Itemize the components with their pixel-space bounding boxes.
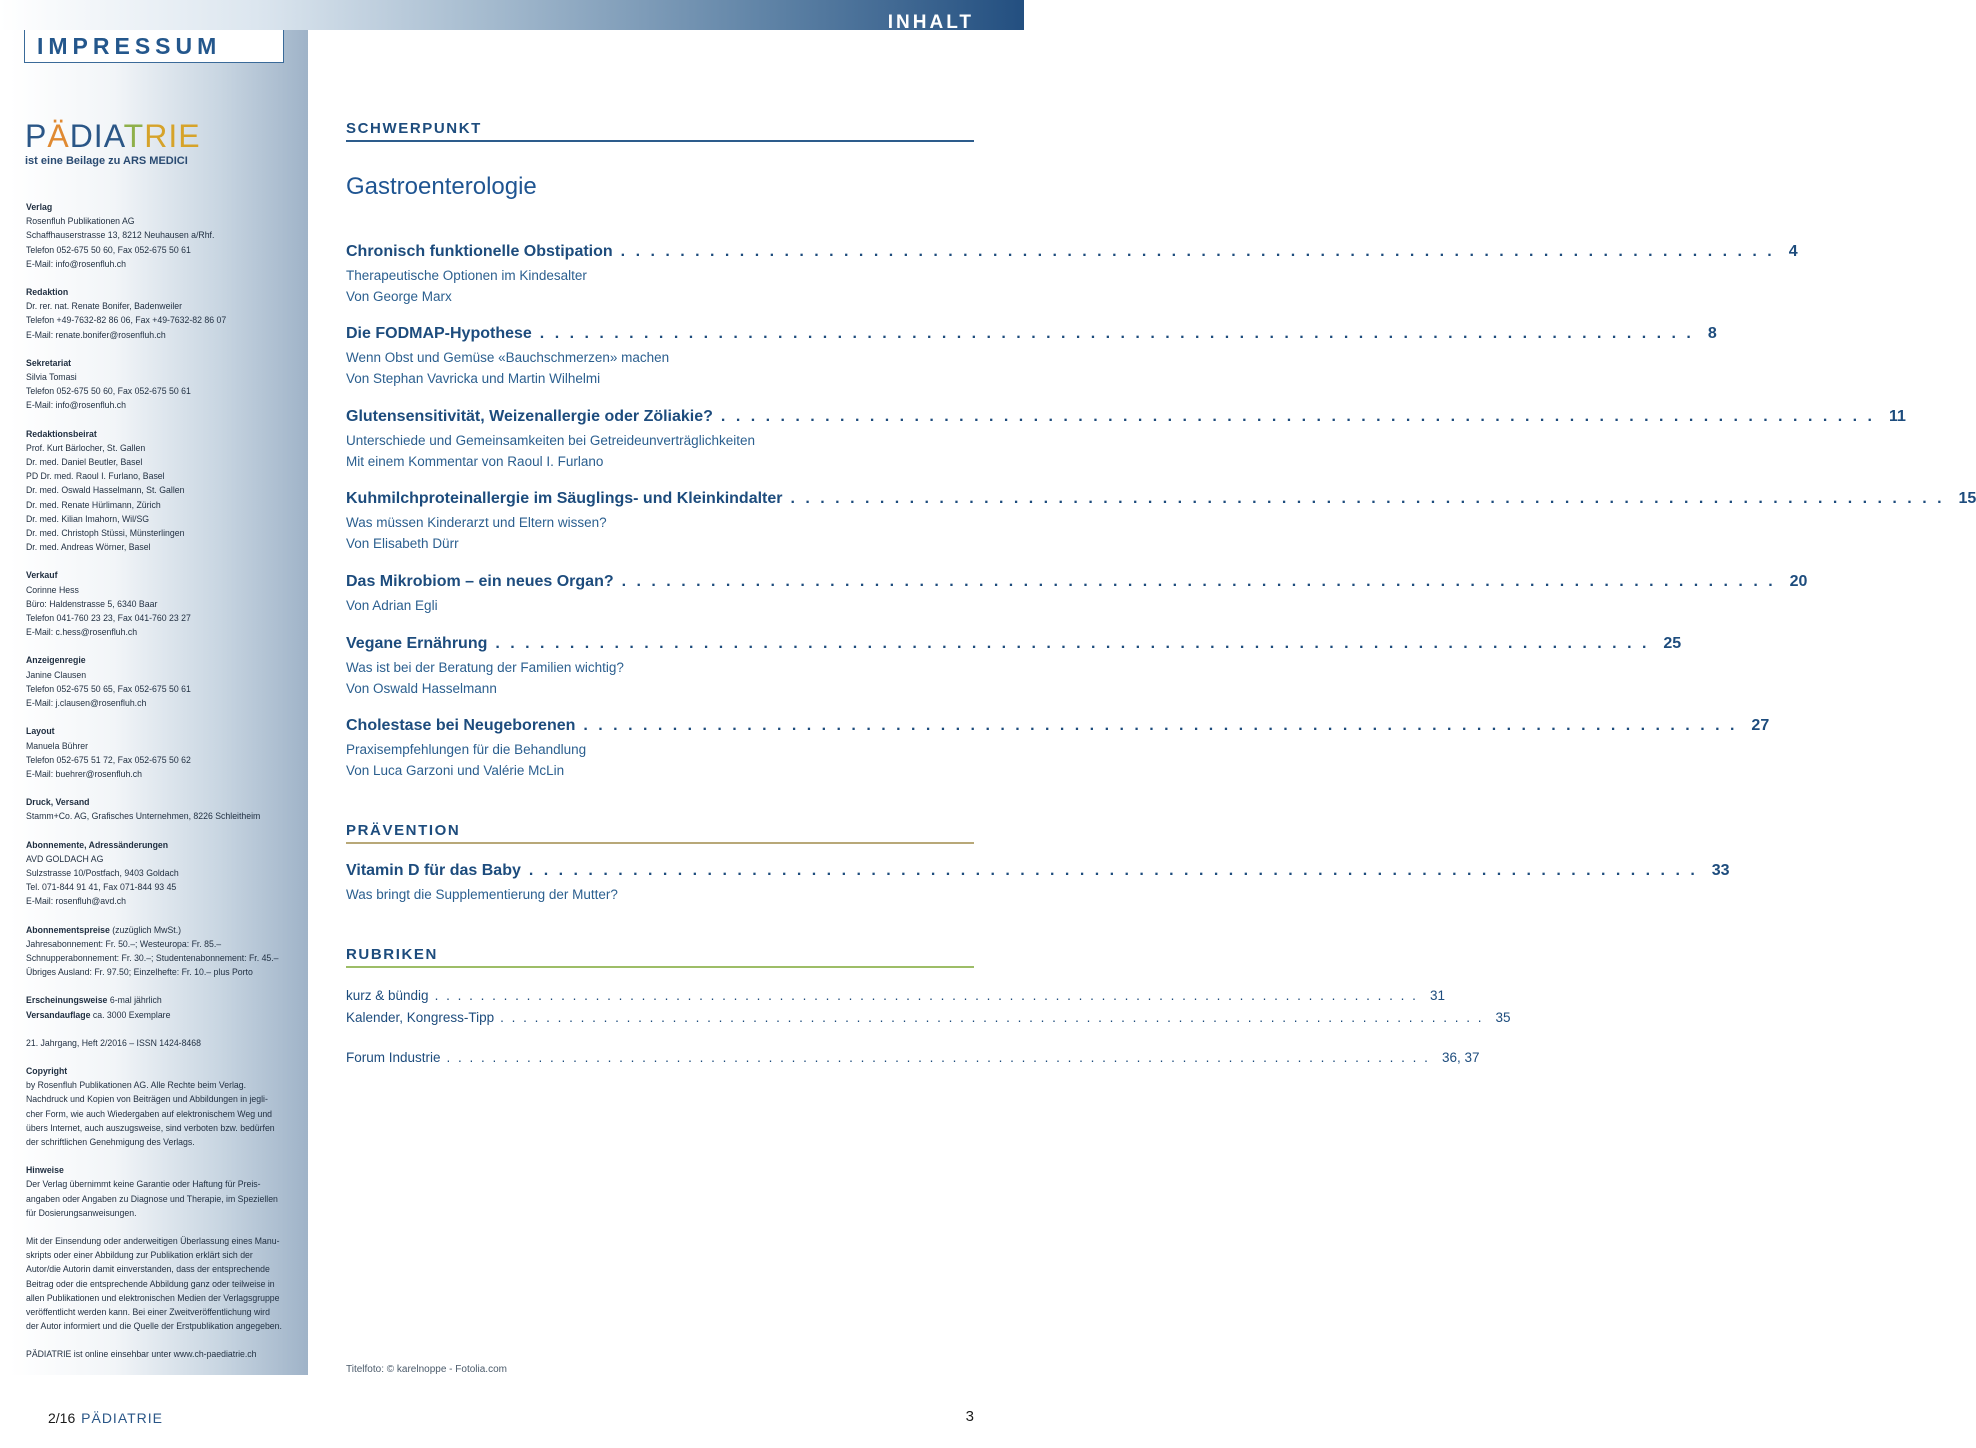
impressum-section [26,285,286,342]
dot-leader: . . . . . . . . . . . . . . . . . . . . . . . . . . . . . . . . . . . . . . . . . . . . . . . . . . . . . . . . . . . . . . . . . . . . . . . . . . . . . . [583,717,1738,734]
impressum-section-line: Stamm+Co. AG, Grafisches Unternehmen, 8226 Schleitheim [26,810,261,822]
footer-issue-number: 2/16 [48,1410,76,1426]
toc-entry-title: Vitamin D für das Baby [346,862,521,879]
toc-entry[interactable] [346,408,1906,472]
toc-entry-page: 15 [1958,490,1976,507]
rubrik-item[interactable] [346,1050,1480,1065]
topic-title: Gastroenterologie [346,173,537,200]
prices-line: Schnupperabonnement: Fr. 30.–; Studentenabonnement: Fr. 45.– [26,951,279,963]
cover-photo-credit: Titelfoto: © karelnoppe - Fotolia.com [346,1364,507,1375]
hinweise-heading: Hinweise [26,1164,64,1176]
logo-wordmark [25,118,201,155]
impressum-section-heading: Verlag [26,201,53,212]
impressum-section-line: Janine Clausen [26,668,87,680]
toc-entry-title: Cholestase bei Neugeborenen [346,717,576,734]
dot-leader: . . . . . . . . . . . . . . . . . . . . . . . . . . . . . . . . . . . . . . . . . . . . . . . . . . . . . . . . . . . . . . . . . . . . . . . . . . . . . . [790,490,1945,507]
logo-part: Ä [47,118,70,154]
copyright-line: Nachdruck und Kopien von Beiträgen und Abbildungen in jegli- [26,1093,268,1105]
toc-entry[interactable] [346,243,1798,307]
impressum-issue [26,1036,286,1050]
impressum-section-heading: Layout [26,725,55,737]
toc-entry-page: 27 [1751,717,1770,734]
impressum-section-line: Rosenfluh Publikationen AG [26,215,135,227]
impressum-section [26,356,286,413]
einsendung-line: der Autor informiert und die Quelle der Erstpublikation angegeben. [26,1320,282,1332]
einsendung-line: Autor/die Autorin damit einverstanden, dass der entsprechende [26,1263,270,1275]
toc-entry-subtitle [346,739,960,781]
dot-leader: . . . . . . . . . . . . . . . . . . . . . . . . . . . . . . . . . . . . . . . . . . . . . . . . . . . . . . . . . . . . . . . . . . . . . . . . . . . . . . [621,573,1776,590]
impressum-section-line: Dr. med. Renate Hürlimann, Zürich [26,498,161,510]
toc-entry[interactable] [346,490,1976,554]
impressum-section-line: Telefon +49-7632-82 86 06, Fax +49-7632-82 86 07 [26,314,227,326]
impressum-section-heading: Druck, Versand [26,796,90,808]
dot-leader: . . . . . . . . . . . . . . . . . . . . . . . . . . . . . . . . . . . . . . . . . . . . . . . . . . . . . . . . . . . . . . . . . . . . . . . . . . . . . . . . . . . . . . [500,1010,1484,1025]
top-banner [0,0,1024,30]
toc-entry-title-line [346,408,1906,426]
toc-entry-page: 11 [1888,408,1906,425]
footer-issue [48,1410,163,1426]
logo-part: T [123,118,145,154]
prices-heading-suffix: (zuzüglich MwSt.) [109,923,182,935]
rubrik-page: 35 [1495,1010,1511,1025]
dot-leader: . . . . . . . . . . . . . . . . . . . . . . . . . . . . . . . . . . . . . . . . . . . . . . . . . . . . . . . . . . . . . . . . . . . . . . . . . . . . . . [620,243,1775,260]
impressum-section-heading: Verkauf [26,569,58,581]
toc-entry-subtitle-line: Praxisempfehlungen für die Behandlung [346,742,587,757]
circulation-value: ca. 3000 Exemplare [90,1008,171,1020]
prices-line: Jahresabonnement: Fr. 50.–; Westeuropa: Fr. 85.– [26,937,222,949]
toc-entry-subtitle-line: Von Elisabeth Dürr [346,536,459,551]
dot-leader: . . . . . . . . . . . . . . . . . . . . . . . . . . . . . . . . . . . . . . . . . . . . . . . . . . . . . . . . . . . . . . . . . . . . . . . . . . . . . . . [528,862,1698,879]
toc-entry-subtitle-line: Unterschiede und Gemeinsamkeiten bei Getreideunverträglichkeiten [346,433,755,448]
impressum-section-heading: Redaktion [26,286,69,298]
impressum-section [26,724,286,781]
impressum-section-line: Dr. med. Oswald Hasselmann, St. Gallen [26,484,185,496]
prices-heading: Abonnementspreise [26,923,110,935]
toc-entry-subtitle-line: Mit einem Kommentar von Raoul I. Furlano [346,454,604,469]
toc-entry-subtitle [346,347,960,389]
toc-entry-title: Die FODMAP-Hypothese [346,325,532,342]
dot-leader: . . . . . . . . . . . . . . . . . . . . . . . . . . . . . . . . . . . . . . . . . . . . . . . . . . . . . . . . . . . . . . . . . . . . . . . . . . . . . . . . . . . . . . [434,988,1418,1003]
hinweise-line: Der Verlag übernimmt keine Garantie oder Haftung für Preis- [26,1178,261,1190]
hinweise-line: für Dosierungsanweisungen. [26,1206,137,1218]
toc-entry-subtitle-line: Wenn Obst und Gemüse «Bauchschmerzen» machen [346,350,670,365]
copyright-line: der schriftlichen Genehmigung des Verlags. [26,1135,195,1147]
toc-entry-subtitle-line: Von Stephan Vavricka und Martin Wilhelmi [346,371,601,386]
toc-entry-title-line [346,635,1682,653]
frequency-line [26,993,286,1007]
impressum-section-line: Telefon 052-675 50 60, Fax 052-675 50 61 [26,243,191,255]
toc-entry[interactable] [346,635,1682,699]
dot-leader: . . . . . . . . . . . . . . . . . . . . . . . . . . . . . . . . . . . . . . . . . . . . . . . . . . . . . . . . . . . . . . . . . . . . . . . . . . . . . . [539,325,1694,342]
rubrik-page: 36, 37 [1441,1050,1480,1065]
impressum-section [26,200,286,271]
rubrik-item[interactable] [346,988,1445,1003]
toc-entry-page: 8 [1707,325,1717,342]
section-heading-schwerpunkt: SCHWERPUNKT [346,120,974,142]
impressum-section-line: Dr. med. Daniel Beutler, Basel [26,456,143,468]
toc-entry-subtitle [346,265,960,307]
impressum-section-line: E-Mail: renate.bonifer@rosenfluh.ch [26,328,166,340]
impressum-title: IMPRESSUM [24,30,284,63]
circulation-label: Versandauflage [26,1008,91,1020]
page-number: 3 [965,1408,974,1425]
impressum-section-heading: Anzeigenregie [26,654,86,666]
einsendung-line: Mit der Einsendung oder anderweitigen Überlassung eines Manu- [26,1234,280,1246]
einsendung-line: Beitrag oder die entsprechende Abbildung ganz oder teilweise in [26,1277,275,1289]
impressum-section [26,838,286,909]
toc-entry-subtitle [346,595,960,616]
toc-entry-title-line [346,862,1730,880]
dot-leader: . . . . . . . . . . . . . . . . . . . . . . . . . . . . . . . . . . . . . . . . . . . . . . . . . . . . . . . . . . . . . . . . . . . . . . . . . . . . . . [720,408,1875,425]
toc-entry-subtitle-line: Von George Marx [346,289,452,304]
toc-entry-title: Das Mikrobiom – ein neues Organ? [346,573,614,590]
toc-entry-subtitle-line: Was müssen Kinderarzt und Eltern wissen? [346,515,607,530]
prices-line: Übriges Ausland: Fr. 97.50; Einzelhefte: Fr. 10.– plus Porto [26,966,253,978]
issue-line: 21. Jahrgang, Heft 2/2016 – ISSN 1424-8468 [26,1036,201,1048]
logo-part: P [25,118,48,154]
toc-entry-page: 4 [1788,243,1798,260]
impressum-section-heading: Sekretariat [26,356,72,368]
toc-entry-subtitle-line: Von Adrian Egli [346,598,438,613]
hinweise-line: angaben oder Angaben zu Diagnose und Therapie, im Speziellen [26,1192,278,1204]
copyright-line: by Rosenfluh Publikationen AG. Alle Rechte beim Verlag. [26,1079,247,1091]
impressum-section-line: Prof. Kurt Bärlocher, St. Gallen [26,441,146,453]
toc-entry-subtitle-line: Von Luca Garzoni und Valérie McLin [346,763,565,778]
impressum-section-line: E-Mail: j.clausen@rosenfluh.ch [26,697,147,709]
impressum-frequency [26,993,286,1021]
impressum-section-line: E-Mail: buehrer@rosenfluh.ch [26,767,142,779]
impressum-section-line: Silvia Tomasi [26,371,77,383]
frequency-label: Erscheinungsweise [26,994,108,1006]
dot-leader: . . . . . . . . . . . . . . . . . . . . . . . . . . . . . . . . . . . . . . . . . . . . . . . . . . . . . . . . . . . . . . . . . . . . . . . . . . . . . . [495,635,1650,652]
section-heading-praevention: PRÄVENTION [346,822,974,844]
impressum-hinweise [26,1163,286,1220]
toc-entry-subtitle-line: Von Oswald Hasselmann [346,681,497,696]
logo-part: RIE [144,118,201,154]
frequency-value: 6-mal jährlich [107,994,162,1006]
toc-entry-title: Chronisch funktionelle Obstipation [346,243,613,260]
impressum-section-line: Telefon 041-760 23 23, Fax 041-760 23 27 [26,612,191,624]
impressum-copyright [26,1064,286,1149]
toc-entry-page: 33 [1711,862,1730,879]
toc-entry-subtitle [346,657,960,699]
toc-entry[interactable] [346,325,1717,389]
impressum-section [26,795,286,823]
logo-subtitle: ist eine Beilage zu ARS MEDICI [25,155,188,167]
impressum-section-line: E-Mail: c.hess@rosenfluh.ch [26,626,138,638]
copyright-line: cher Form, wie auch Wiedergaben auf elektronischem Weg und [26,1107,273,1119]
toc-entry-page: 20 [1789,573,1808,590]
rubrik-item[interactable] [346,1010,1511,1025]
toc-entry-title: Kuhmilchproteinallergie im Säuglings- und Kleinkindalter [346,490,783,507]
footer-brand: PÄDIATRIE [81,1410,164,1426]
impressum-online [26,1347,286,1361]
toc-entry-subtitle [346,430,960,472]
einsendung-line: veröffentlicht werden kann. Bei einer Zweitveröffentlichung wird [26,1306,270,1317]
toc-entry-subtitle: Was bringt die Supplementierung der Mutter? [346,887,618,902]
toc-entry-title-line [346,573,1808,591]
impressum-section-line: Schaffhauserstrasse 13, 8212 Neuhausen a/Rhf. [26,229,215,241]
impressum-section-line: Telefon 052-675 50 65, Fax 052-675 50 61 [26,682,191,694]
impressum-body [26,200,286,1376]
impressum-section [26,427,286,555]
impressum-section-line: Corinne Hess [26,583,79,595]
impressum-section-line: AVD GOLDACH AG [26,852,104,864]
einsendung-line: allen Publikationen und elektronischen Medien der Verlagsgruppe [26,1291,280,1303]
rubrik-page: 31 [1429,988,1445,1003]
toc-entry-title-line [346,717,1770,735]
toc-entry-subtitle-line: Therapeutische Optionen im Kindesalter [346,268,587,283]
toc-entry-title: Glutensensitivität, Weizenallergie oder Zöliakie? [346,408,713,425]
toc-entry-title: Vegane Ernährung [346,635,488,652]
impressum-section-heading: Redaktionsbeirat [26,427,97,439]
impressum-section-line: Tel. 071-844 91 41, Fax 071-844 93 45 [26,881,177,893]
impressum-einsendung [26,1234,286,1333]
prices-heading-line [26,923,286,937]
impressum-section-heading: Abonnemente, Adressänderungen [26,838,169,850]
toc-entry-subtitle-line: Was ist bei der Beratung der Familien wichtig? [346,660,624,675]
section-heading-rubriken: RUBRIKEN [346,946,974,968]
impressum-section-line: Manuela Bührer [26,739,89,751]
toc-entry[interactable] [346,717,1770,781]
toc-entry-title-line [346,325,1717,343]
rubrik-title: Kalender, Kongress-Tipp [346,1010,495,1025]
toc-entry-page: 25 [1663,635,1682,652]
impressum-section-line: Dr. med. Andreas Wörner, Basel [26,541,151,553]
impressum-section-line: E-Mail: info@rosenfluh.ch [26,399,126,411]
copyright-line: übers Internet, auch auszugsweise, sind verboten bzw. bedürfen [26,1121,275,1133]
impressum-section-line: Telefon 052-675 51 72, Fax 052-675 50 62 [26,753,191,765]
copyright-heading: Copyright [26,1064,68,1076]
toc-entry-subtitle [346,512,960,554]
impressum-section [26,568,286,639]
logo-part: DIA [69,118,124,154]
online-line: PÄDIATRIE ist online einsehbar unter www.ch-paediatrie.ch [26,1348,257,1360]
impressum-section-line: E-Mail: rosenfluh@avd.ch [26,895,126,907]
impressum-prices [26,923,286,980]
rubrik-title: kurz & bündig [346,988,429,1003]
impressum-section [26,653,286,710]
impressum-section-line: Sulzstrasse 10/Postfach, 9403 Goldach [26,866,179,878]
impressum-sections [26,200,286,909]
toc-entry-vitamin-d[interactable] [346,862,1730,905]
impressum-section-line: Dr. med. Kilian Imahorn, Wil/SG [26,512,150,524]
dot-leader: . . . . . . . . . . . . . . . . . . . . . . . . . . . . . . . . . . . . . . . . . . . . . . . . . . . . . . . . . . . . . . . . . . . . . . . . . . . . . . . . . . . . . . [446,1050,1430,1065]
paediatrie-logo [25,118,201,167]
einsendung-line: skripts oder einer Abbildung zur Publikation erklärt sich der [26,1249,253,1261]
rubrik-title: Forum Industrie [346,1050,441,1065]
section-label-inhalt: INHALT [887,12,974,33]
impressum-section-line: Dr. rer. nat. Renate Bonifer, Badenweiler [26,300,183,312]
impressum-section-line: Dr. med. Christoph Stüssi, Münsterlingen [26,527,185,539]
impressum-section-line: Büro: Haldenstrasse 5, 6340 Baar [26,597,158,609]
impressum-section-line: E-Mail: info@rosenfluh.ch [26,257,126,269]
toc-entry[interactable] [346,573,1808,616]
impressum-section-line: Telefon 052-675 50 60, Fax 052-675 50 61 [26,385,191,397]
circulation-line [26,1008,286,1022]
toc-entry-title-line [346,243,1798,261]
toc-entry-title-line [346,490,1976,508]
impressum-section-line: PD Dr. med. Raoul I. Furlano, Basel [26,470,165,482]
